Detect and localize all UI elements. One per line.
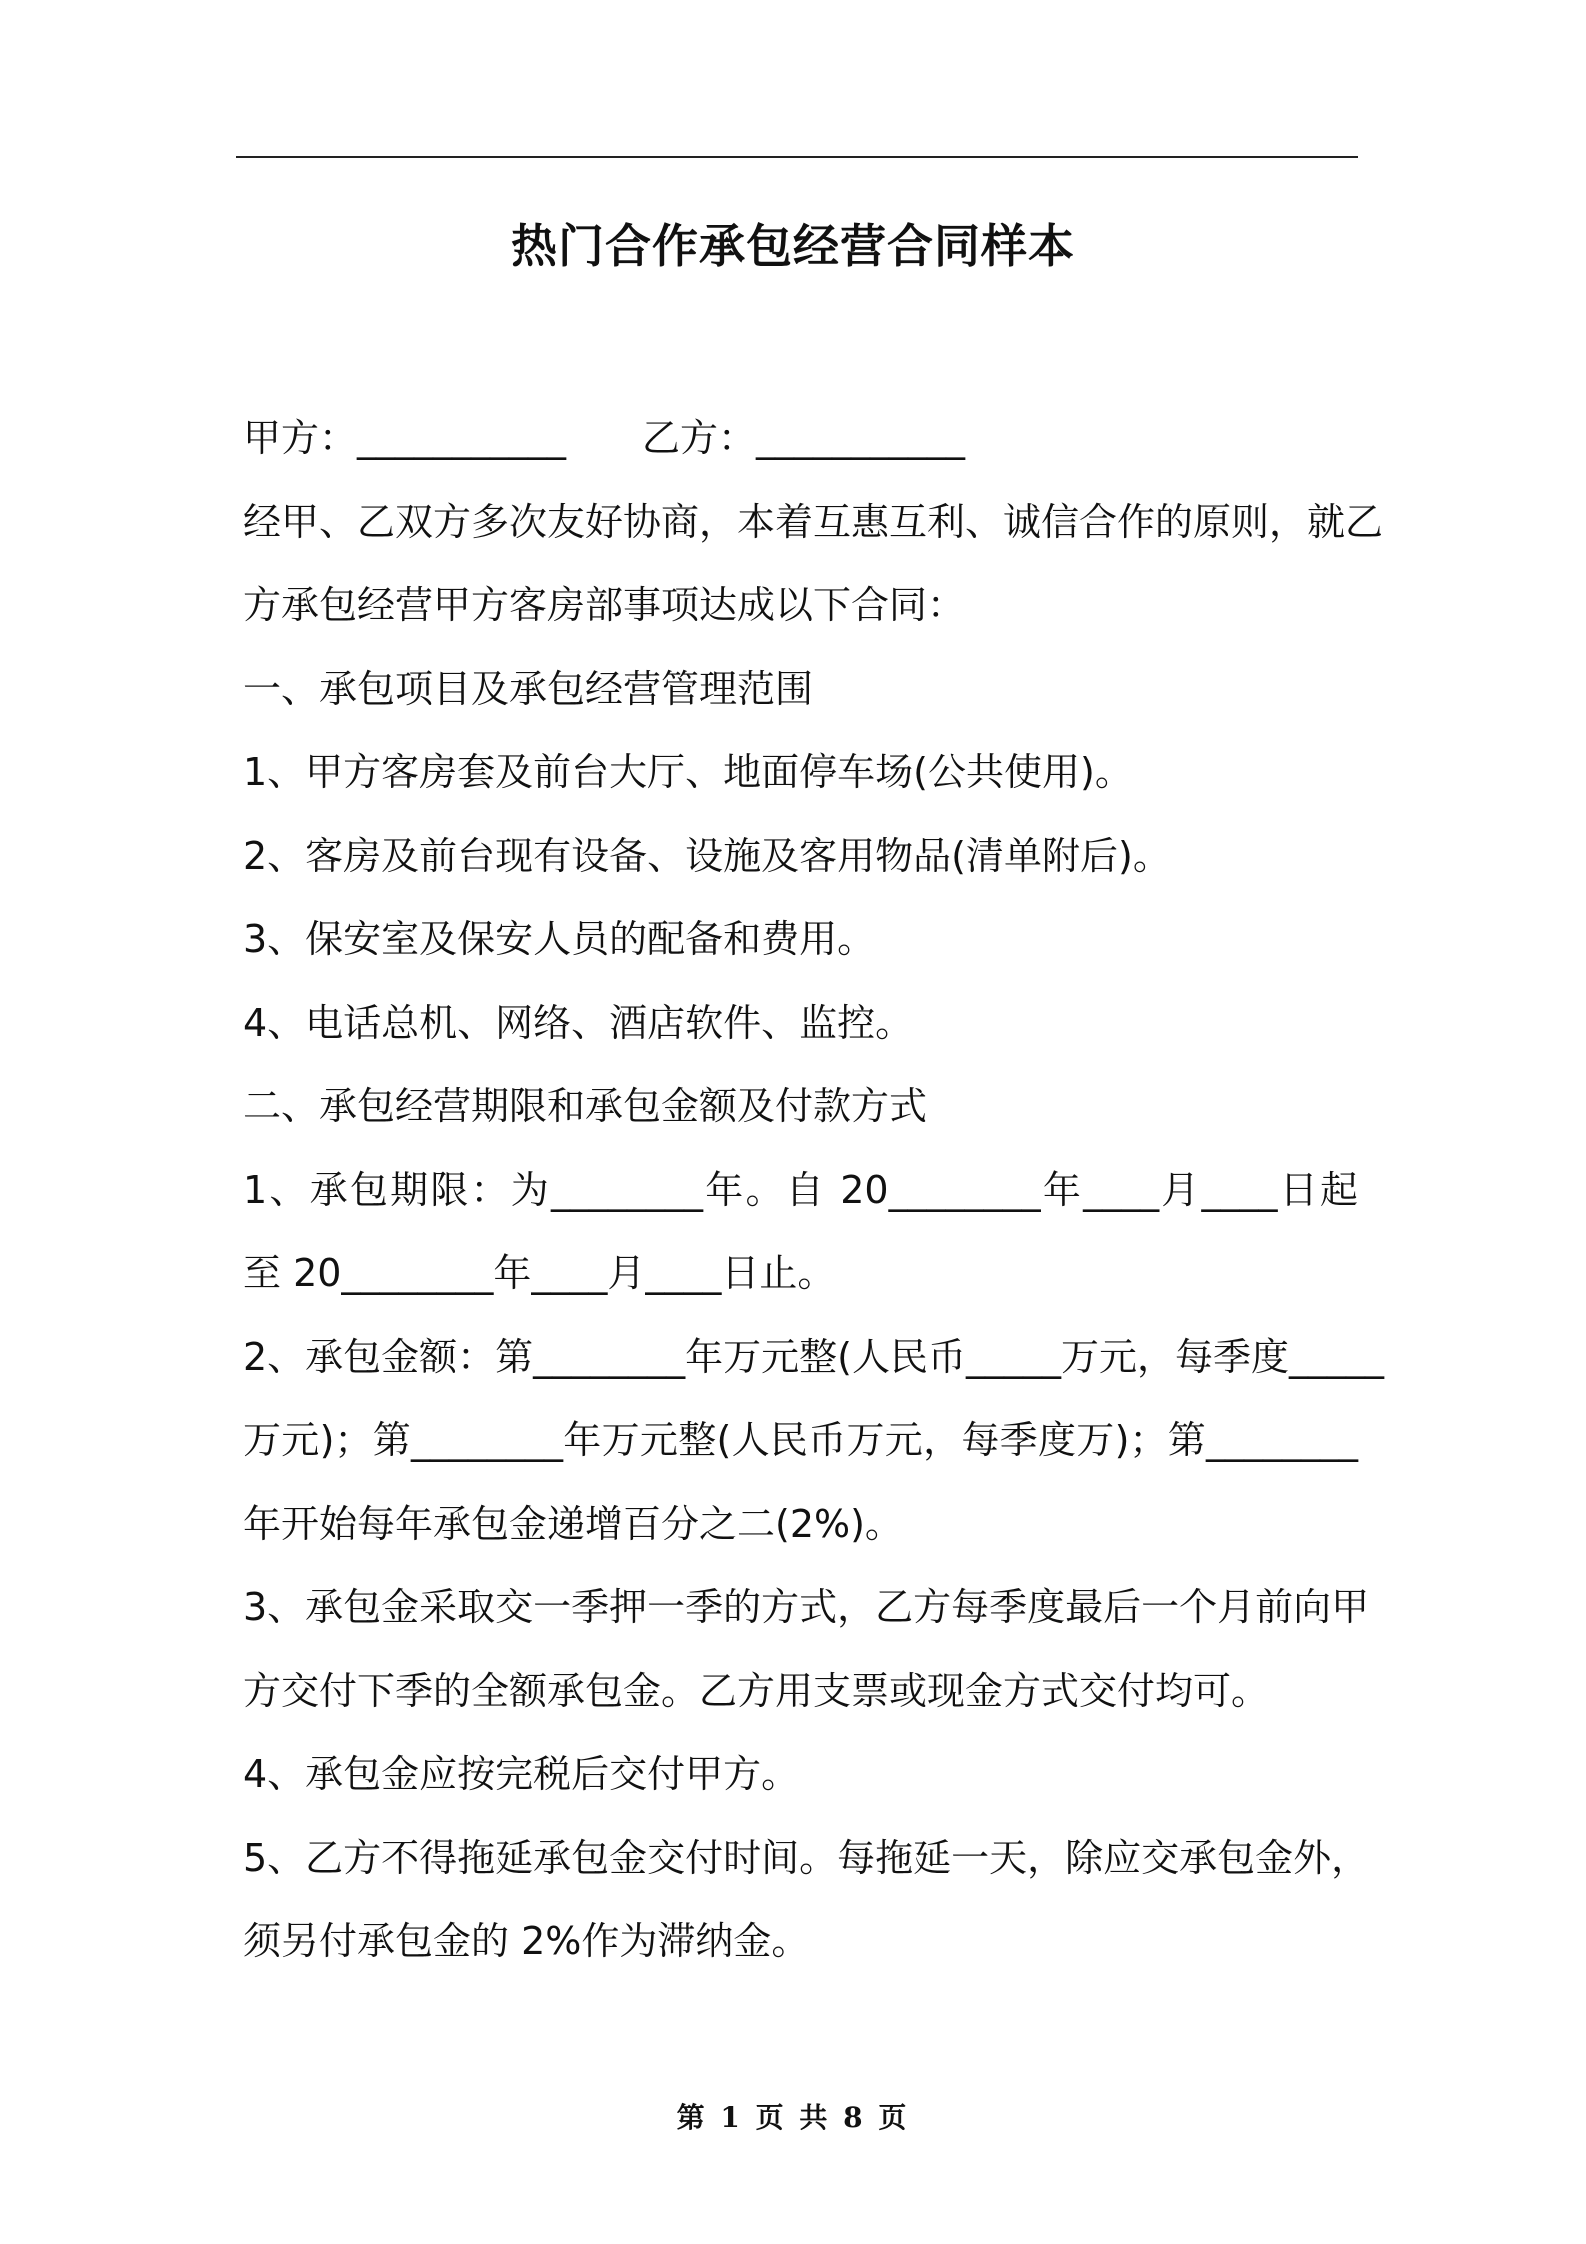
list-item: 2、客房及前台现有设备、设施及客用物品(清单附后)。 xyxy=(243,833,1171,878)
party-a-field: 甲方：___________ xyxy=(243,416,567,460)
paragraph-line: 万元)；第________年万元整(人民币万元，每季度万)；第________ xyxy=(243,1418,1358,1462)
paragraph-line: 方承包经营甲方客房部事项达成以下合同： xyxy=(243,583,966,627)
header-rule xyxy=(236,156,1358,158)
list-item: 3、保安室及保安人员的配备和费用。 xyxy=(243,917,876,961)
paragraph-line: 至 20________年____月____日止。 xyxy=(243,1251,836,1295)
party-b-field: 乙方：___________ xyxy=(642,416,966,460)
paragraph-line: 经甲、乙双方多次友好协商，本着互惠互利、诚信合作的原则，就乙 xyxy=(243,499,1384,544)
list-item: 4、承包金应按完税后交付甲方。 xyxy=(243,1752,800,1796)
section-heading: 二、承包经营期限和承包金额及付款方式 xyxy=(243,1084,928,1128)
list-item: 1、承包期限：为________年。自 20________年____月____日起 xyxy=(243,1167,1358,1212)
document-body xyxy=(243,405,1385,1992)
paragraph-line: 方交付下季的全额承包金。乙方用支票或现金方式交付均可。 xyxy=(243,1668,1270,1713)
list-item: 1、甲方客房套及前台大厅、地面停车场(公共使用)。 xyxy=(243,750,1133,794)
list-item: 4、电话总机、网络、酒店软件、监控。 xyxy=(243,1000,914,1045)
paragraph-line: 年开始每年承包金递增百分之二(2%)。 xyxy=(243,1501,903,1546)
parties-line xyxy=(243,405,1358,489)
page-footer: 第 1 页 共 8 页 xyxy=(676,2101,910,2134)
list-item: 3、承包金采取交一季押一季的方式，乙方每季度最后一个月前向甲 xyxy=(243,1585,1370,1629)
document-title: 热门合作承包经营合同样本 xyxy=(511,219,1075,273)
list-item: 2、承包金额：第________年万元整(人民币_____万元，每季度_____ xyxy=(243,1334,1385,1379)
paragraph-line: 须另付承包金的 2%作为滞纳金。 xyxy=(243,1919,810,1963)
section-heading: 一、承包项目及承包经营管理范围 xyxy=(243,666,814,711)
list-item: 5、乙方不得拖延承包金交付时间。每拖延一天，除应交承包金外， xyxy=(243,1835,1370,1880)
